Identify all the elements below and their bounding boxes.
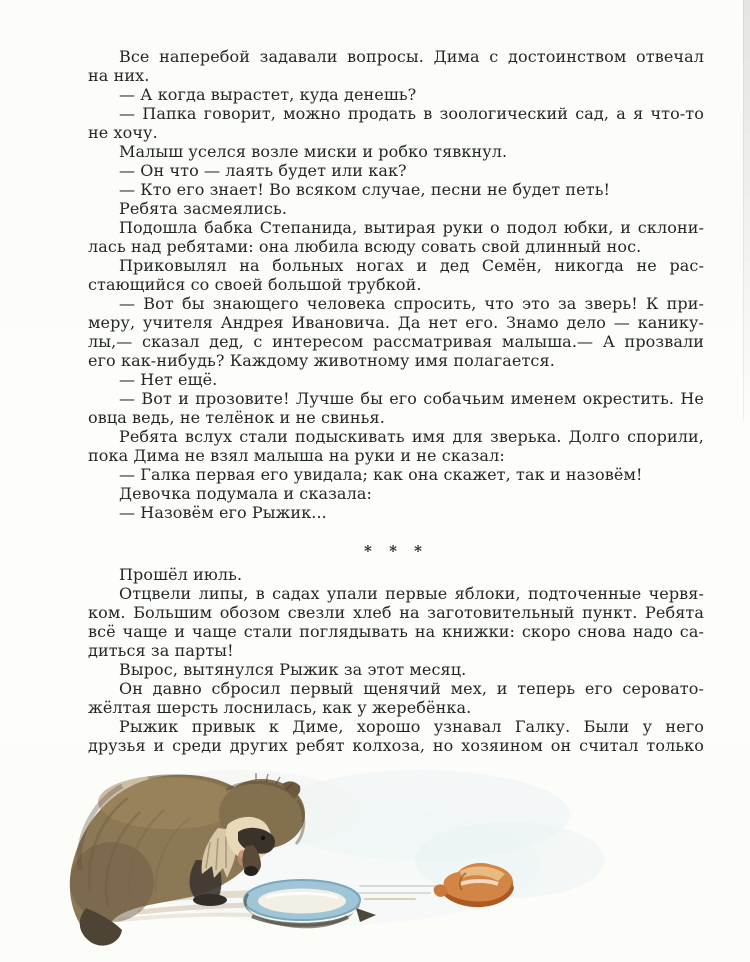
text-line: на них. xyxy=(88,66,150,85)
text-line: жёлтая шерсть лоснилась, как у жеребёнка. xyxy=(88,698,472,717)
text-line: Малыш уселся возле миски и робко тявкнул. xyxy=(119,142,508,161)
text-line: овца ведь, не телёнок и не свинья. xyxy=(88,408,385,427)
text-line: друзья и среди других ребят колхоза, но хозяином он считал только xyxy=(88,736,704,755)
text-line: Ребята засмеялись. xyxy=(119,199,288,218)
paragraph xyxy=(88,294,704,370)
paragraph xyxy=(88,180,704,199)
puppy-eye-icon xyxy=(261,836,265,840)
paragraph xyxy=(88,218,704,256)
text-line: лась над ребятами: она любила всюду совать свой длинный нос. xyxy=(88,237,642,256)
paragraph xyxy=(88,142,704,161)
text-line: Девочка подумала и сказала: xyxy=(119,484,372,503)
paragraph xyxy=(88,565,704,584)
paragraph xyxy=(88,256,704,294)
page-text-column xyxy=(88,47,704,755)
page-edge-shadow xyxy=(743,0,750,420)
puppy-nose-icon xyxy=(244,866,258,876)
paragraph xyxy=(88,85,704,104)
text-line: — Папка говорит, можно продать в зоологический сад, а я что-то xyxy=(119,104,704,123)
paragraph xyxy=(88,104,704,142)
paragraph xyxy=(88,161,704,180)
text-line: Прошёл июль. xyxy=(119,565,243,584)
paragraph xyxy=(88,503,704,522)
text-line: — Галка первая его увидала; как она скажет, так и назовём! xyxy=(119,465,643,484)
text-line: стающийся со своей большой трубкой. xyxy=(88,275,422,294)
text-line: его как-нибудь? Каждому животному имя полагается. xyxy=(88,351,555,370)
paragraph xyxy=(88,717,704,755)
paragraph xyxy=(88,47,704,85)
text-line: — Вот бы знающего человека спросить, что это за зверь! К при- xyxy=(119,294,704,313)
text-line: Ребята вслух стали подыскивать имя для зверька. Долго спорили, xyxy=(119,427,704,446)
text-line: меру, учителя Андрея Ивановича. Да нет его. Знамо дело — канику- xyxy=(88,313,704,332)
text-line: Вырос, вытянулся Рыжик за этот месяц. xyxy=(119,660,467,679)
paragraph xyxy=(88,370,704,389)
text-line: — Он что — лаять будет или как? xyxy=(119,161,407,180)
text-line: не хочу. xyxy=(88,123,158,142)
text-line: — Нет ещё. xyxy=(119,370,218,389)
text-line: пока Дима не взял малыша на руки и не сказал: xyxy=(88,446,505,465)
paragraph xyxy=(88,679,704,717)
text-line: Подошла бабка Степанида, вытирая руки о подол юбки, и склони- xyxy=(119,218,704,237)
text-line: лы,— сказал дед, с интересом рассматривая малыша.— А прозвали xyxy=(88,332,704,351)
text-line: — А когда вырастет, куда денешь? xyxy=(119,85,417,104)
text-line: — Кто его знает! Во всяком случае, песни не будет петь! xyxy=(119,180,611,199)
text-line: Приковылял на больных ногах и дед Семён, никогда не рас- xyxy=(119,256,704,275)
text-line: ком. Большим обозом свезли хлеб на заготовительный пункт. Ребята xyxy=(88,603,704,622)
text-line: Рыжик привык к Диме, хорошо узнавал Галку. Были у него xyxy=(119,717,704,736)
paragraph xyxy=(88,389,704,427)
paragraph xyxy=(88,584,704,660)
paragraph xyxy=(88,465,704,484)
paragraph xyxy=(88,427,704,465)
text-line: — Назовём его Рыжик... xyxy=(119,503,327,522)
text-line: — Вот и прозовите! Лучше бы его собачьим именем окрестить. Не xyxy=(119,389,704,408)
text-line: диться за парты! xyxy=(88,641,234,660)
illustration-ryzhik-drinking xyxy=(30,770,720,960)
section-separator: * * * xyxy=(364,542,428,560)
text-line: всё чаще и чаще стали поглядывать на книжки: скоро снова надо са- xyxy=(88,622,704,641)
paragraph xyxy=(88,199,704,218)
paragraph xyxy=(88,484,704,503)
paragraph xyxy=(88,660,704,679)
text-line: Отцвели липы, в садах упали первые яблоки, подточенные червя- xyxy=(119,584,704,603)
text-line: Все наперебой задавали вопросы. Дима с достоинством отвечал xyxy=(119,47,704,66)
text-line: Он давно сбросил первый щенячий мех, и теперь его серовато- xyxy=(119,679,704,698)
